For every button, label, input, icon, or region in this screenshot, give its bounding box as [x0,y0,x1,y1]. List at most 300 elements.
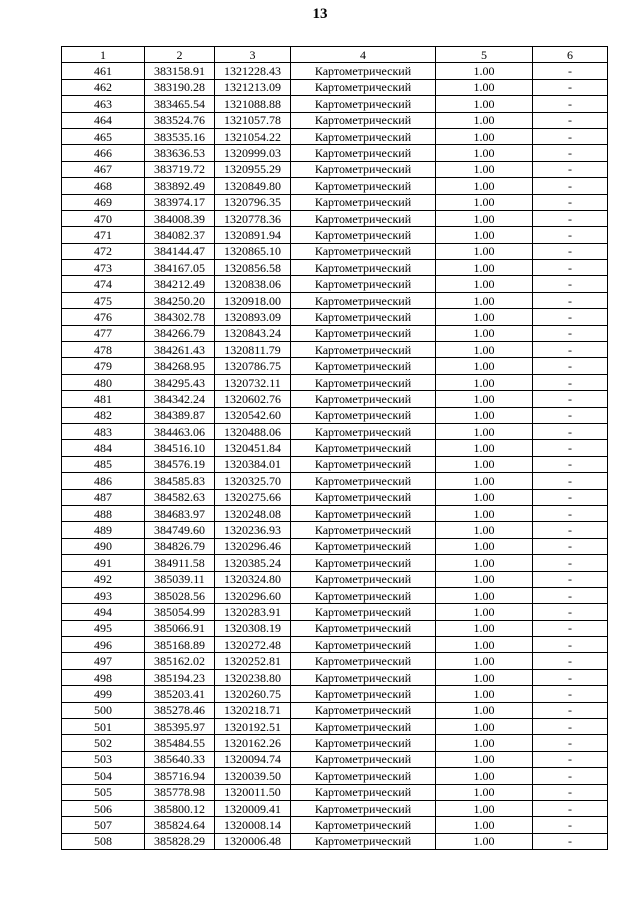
table-row [62,128,608,144]
method-cell: Картометрический [291,440,436,456]
y-coordinate-cell: 1320838.06 [215,276,291,292]
table-row [62,587,608,603]
header-col-5: 5 [436,47,533,63]
method-cell: Картометрический [291,194,436,210]
table-row [62,276,608,292]
method-cell: Картометрический [291,833,436,849]
point-number-cell: 484 [62,440,145,456]
method-cell: Картометрический [291,522,436,538]
x-coordinate-cell: 384911.58 [145,555,215,571]
accuracy-cell: 1.00 [436,571,533,587]
table-row [62,423,608,439]
header-col-1: 1 [62,47,145,63]
accuracy-cell: 1.00 [436,653,533,669]
x-coordinate-cell: 385194.23 [145,669,215,685]
method-cell: Картометрический [291,800,436,816]
accuracy-cell: 1.00 [436,522,533,538]
note-cell: - [533,833,608,849]
y-coordinate-cell: 1320260.75 [215,686,291,702]
note-cell: - [533,538,608,554]
method-cell: Картометрический [291,751,436,767]
table-row [62,604,608,620]
note-cell: - [533,423,608,439]
table-row [62,735,608,751]
y-coordinate-cell: 1320039.50 [215,768,291,784]
note-cell: - [533,751,608,767]
header-col-2: 2 [145,47,215,63]
note-cell: - [533,194,608,210]
method-cell: Картометрический [291,473,436,489]
method-cell: Картометрический [291,79,436,95]
point-number-cell: 463 [62,96,145,112]
y-coordinate-cell: 1320865.10 [215,243,291,259]
table-row [62,620,608,636]
header-col-3: 3 [215,47,291,63]
point-number-cell: 472 [62,243,145,259]
table-row [62,325,608,341]
y-coordinate-cell: 1320248.08 [215,505,291,521]
table-row [62,669,608,685]
y-coordinate-cell: 1320283.91 [215,604,291,620]
point-number-cell: 464 [62,112,145,128]
method-cell: Картометрический [291,260,436,276]
accuracy-cell: 1.00 [436,407,533,423]
y-coordinate-cell: 1320296.46 [215,538,291,554]
method-cell: Картометрический [291,571,436,587]
table-row [62,145,608,161]
note-cell: - [533,571,608,587]
method-cell: Картометрический [291,686,436,702]
note-cell: - [533,735,608,751]
point-number-cell: 488 [62,505,145,521]
method-cell: Картометрический [291,292,436,308]
point-number-cell: 487 [62,489,145,505]
point-number-cell: 476 [62,309,145,325]
point-number-cell: 489 [62,522,145,538]
point-number-cell: 470 [62,210,145,226]
x-coordinate-cell: 383974.17 [145,194,215,210]
accuracy-cell: 1.00 [436,800,533,816]
point-number-cell: 499 [62,686,145,702]
note-cell: - [533,407,608,423]
x-coordinate-cell: 385484.55 [145,735,215,751]
point-number-cell: 479 [62,358,145,374]
note-cell: - [533,227,608,243]
y-coordinate-cell: 1320218.71 [215,702,291,718]
accuracy-cell: 1.00 [436,374,533,390]
y-coordinate-cell: 1320451.84 [215,440,291,456]
accuracy-cell: 1.00 [436,833,533,849]
accuracy-cell: 1.00 [436,128,533,144]
table-row [62,489,608,505]
method-cell: Картометрический [291,817,436,833]
point-number-cell: 507 [62,817,145,833]
table-row [62,227,608,243]
method-cell: Картометрический [291,309,436,325]
accuracy-cell: 1.00 [436,423,533,439]
y-coordinate-cell: 1320296.60 [215,587,291,603]
point-number-cell: 496 [62,637,145,653]
y-coordinate-cell: 1320856.58 [215,260,291,276]
point-number-cell: 473 [62,260,145,276]
table-row [62,374,608,390]
accuracy-cell: 1.00 [436,505,533,521]
table-row [62,751,608,767]
note-cell: - [533,243,608,259]
point-number-cell: 500 [62,702,145,718]
y-coordinate-cell: 1320275.66 [215,489,291,505]
accuracy-cell: 1.00 [436,194,533,210]
method-cell: Картометрический [291,505,436,521]
accuracy-cell: 1.00 [436,260,533,276]
accuracy-cell: 1.00 [436,669,533,685]
method-cell: Картометрический [291,325,436,341]
accuracy-cell: 1.00 [436,456,533,472]
accuracy-cell: 1.00 [436,145,533,161]
method-cell: Картометрический [291,604,436,620]
point-number-cell: 467 [62,161,145,177]
note-cell: - [533,505,608,521]
method-cell: Картометрический [291,178,436,194]
accuracy-cell: 1.00 [436,702,533,718]
y-coordinate-cell: 1320918.00 [215,292,291,308]
x-coordinate-cell: 384082.37 [145,227,215,243]
note-cell: - [533,342,608,358]
method-cell: Картометрический [291,407,436,423]
table-row [62,440,608,456]
x-coordinate-cell: 384342.24 [145,391,215,407]
x-coordinate-cell: 385028.56 [145,587,215,603]
note-cell: - [533,768,608,784]
table-row [62,292,608,308]
x-coordinate-cell: 385039.11 [145,571,215,587]
point-number-cell: 475 [62,292,145,308]
note-cell: - [533,112,608,128]
note-cell: - [533,260,608,276]
method-cell: Картометрический [291,653,436,669]
method-cell: Картометрический [291,342,436,358]
y-coordinate-cell: 1321213.09 [215,79,291,95]
accuracy-cell: 1.00 [436,620,533,636]
y-coordinate-cell: 1320843.24 [215,325,291,341]
method-cell: Картометрический [291,423,436,439]
method-cell: Картометрический [291,96,436,112]
y-coordinate-cell: 1320272.48 [215,637,291,653]
x-coordinate-cell: 384826.79 [145,538,215,554]
header-col-6: 6 [533,47,608,63]
table-row [62,686,608,702]
method-cell: Картометрический [291,391,436,407]
x-coordinate-cell: 385066.91 [145,620,215,636]
x-coordinate-cell: 385278.46 [145,702,215,718]
accuracy-cell: 1.00 [436,178,533,194]
accuracy-cell: 1.00 [436,96,533,112]
accuracy-cell: 1.00 [436,735,533,751]
note-cell: - [533,178,608,194]
accuracy-cell: 1.00 [436,161,533,177]
x-coordinate-cell: 385800.12 [145,800,215,816]
method-cell: Картометрический [291,784,436,800]
x-coordinate-cell: 385395.97 [145,719,215,735]
point-number-cell: 465 [62,128,145,144]
table-row [62,538,608,554]
y-coordinate-cell: 1320385.24 [215,555,291,571]
accuracy-cell: 1.00 [436,538,533,554]
page-number: 13 [312,6,328,22]
table-row [62,260,608,276]
note-cell: - [533,325,608,341]
y-coordinate-cell: 1321057.78 [215,112,291,128]
x-coordinate-cell: 385824.64 [145,817,215,833]
point-number-cell: 503 [62,751,145,767]
y-coordinate-cell: 1321228.43 [215,63,291,79]
accuracy-cell: 1.00 [436,342,533,358]
accuracy-cell: 1.00 [436,604,533,620]
table-row [62,358,608,374]
table-row [62,784,608,800]
accuracy-cell: 1.00 [436,292,533,308]
point-number-cell: 466 [62,145,145,161]
point-number-cell: 490 [62,538,145,554]
point-number-cell: 494 [62,604,145,620]
table-row [62,522,608,538]
note-cell: - [533,63,608,79]
x-coordinate-cell: 384749.60 [145,522,215,538]
point-number-cell: 493 [62,587,145,603]
note-cell: - [533,391,608,407]
table-row [62,505,608,521]
point-number-cell: 485 [62,456,145,472]
x-coordinate-cell: 384585.83 [145,473,215,489]
note-cell: - [533,276,608,292]
method-cell: Картометрический [291,719,436,735]
y-coordinate-cell: 1320796.35 [215,194,291,210]
accuracy-cell: 1.00 [436,391,533,407]
note-cell: - [533,604,608,620]
point-number-cell: 505 [62,784,145,800]
table-row [62,342,608,358]
note-cell: - [533,489,608,505]
table-row [62,309,608,325]
accuracy-cell: 1.00 [436,63,533,79]
x-coordinate-cell: 384144.47 [145,243,215,259]
point-number-cell: 491 [62,555,145,571]
method-cell: Картометрический [291,63,436,79]
accuracy-cell: 1.00 [436,210,533,226]
table-row [62,112,608,128]
accuracy-cell: 1.00 [436,325,533,341]
accuracy-cell: 1.00 [436,686,533,702]
point-number-cell: 471 [62,227,145,243]
x-coordinate-cell: 385716.94 [145,768,215,784]
accuracy-cell: 1.00 [436,473,533,489]
point-number-cell: 469 [62,194,145,210]
note-cell: - [533,620,608,636]
table-row [62,833,608,849]
accuracy-cell: 1.00 [436,751,533,767]
method-cell: Картометрический [291,620,436,636]
y-coordinate-cell: 1320732.11 [215,374,291,390]
point-number-cell: 483 [62,423,145,439]
accuracy-cell: 1.00 [436,309,533,325]
point-number-cell: 501 [62,719,145,735]
table-row [62,653,608,669]
accuracy-cell: 1.00 [436,768,533,784]
table-row [62,96,608,112]
header-col-4: 4 [291,47,436,63]
table-row [62,194,608,210]
y-coordinate-cell: 1320999.03 [215,145,291,161]
table-row [62,178,608,194]
point-number-cell: 481 [62,391,145,407]
point-number-cell: 478 [62,342,145,358]
method-cell: Картометрический [291,702,436,718]
point-number-cell: 504 [62,768,145,784]
x-coordinate-cell: 384250.20 [145,292,215,308]
note-cell: - [533,719,608,735]
y-coordinate-cell: 1320778.36 [215,210,291,226]
method-cell: Картометрический [291,128,436,144]
table-row [62,719,608,735]
x-coordinate-cell: 383465.54 [145,96,215,112]
x-coordinate-cell: 384008.39 [145,210,215,226]
x-coordinate-cell: 383636.53 [145,145,215,161]
table-row [62,161,608,177]
table-row [62,63,608,79]
x-coordinate-cell: 383158.91 [145,63,215,79]
note-cell: - [533,800,608,816]
note-cell: - [533,292,608,308]
x-coordinate-cell: 384295.43 [145,374,215,390]
x-coordinate-cell: 384167.05 [145,260,215,276]
y-coordinate-cell: 1321088.88 [215,96,291,112]
x-coordinate-cell: 385162.02 [145,653,215,669]
x-coordinate-cell: 384516.10 [145,440,215,456]
accuracy-cell: 1.00 [436,587,533,603]
x-coordinate-cell: 384268.95 [145,358,215,374]
x-coordinate-cell: 384582.63 [145,489,215,505]
point-number-cell: 498 [62,669,145,685]
y-coordinate-cell: 1320238.80 [215,669,291,685]
point-number-cell: 462 [62,79,145,95]
point-number-cell: 486 [62,473,145,489]
method-cell: Картометрический [291,735,436,751]
x-coordinate-cell: 383719.72 [145,161,215,177]
note-cell: - [533,555,608,571]
table-row [62,817,608,833]
note-cell: - [533,686,608,702]
table-header-row [62,47,608,63]
accuracy-cell: 1.00 [436,489,533,505]
point-number-cell: 492 [62,571,145,587]
point-number-cell: 480 [62,374,145,390]
y-coordinate-cell: 1320009.41 [215,800,291,816]
note-cell: - [533,210,608,226]
y-coordinate-cell: 1320542.60 [215,407,291,423]
table-row [62,702,608,718]
method-cell: Картометрический [291,243,436,259]
x-coordinate-cell: 385203.41 [145,686,215,702]
note-cell: - [533,637,608,653]
accuracy-cell: 1.00 [436,719,533,735]
method-cell: Картометрический [291,669,436,685]
x-coordinate-cell: 384683.97 [145,505,215,521]
point-number-cell: 506 [62,800,145,816]
table-row [62,473,608,489]
table-row [62,243,608,259]
note-cell: - [533,161,608,177]
table-row [62,407,608,423]
note-cell: - [533,79,608,95]
method-cell: Картометрический [291,374,436,390]
x-coordinate-cell: 384266.79 [145,325,215,341]
accuracy-cell: 1.00 [436,555,533,571]
y-coordinate-cell: 1320602.76 [215,391,291,407]
table-row [62,768,608,784]
y-coordinate-cell: 1320162.26 [215,735,291,751]
method-cell: Картометрический [291,210,436,226]
y-coordinate-cell: 1320308.19 [215,620,291,636]
x-coordinate-cell: 384576.19 [145,456,215,472]
y-coordinate-cell: 1320891.94 [215,227,291,243]
note-cell: - [533,374,608,390]
note-cell: - [533,96,608,112]
note-cell: - [533,128,608,144]
x-coordinate-cell: 383535.16 [145,128,215,144]
accuracy-cell: 1.00 [436,784,533,800]
note-cell: - [533,587,608,603]
table-row [62,637,608,653]
method-cell: Картометрический [291,227,436,243]
table-row [62,800,608,816]
x-coordinate-cell: 384463.06 [145,423,215,439]
accuracy-cell: 1.00 [436,79,533,95]
accuracy-cell: 1.00 [436,440,533,456]
y-coordinate-cell: 1320324.80 [215,571,291,587]
y-coordinate-cell: 1320011.50 [215,784,291,800]
note-cell: - [533,817,608,833]
accuracy-cell: 1.00 [436,227,533,243]
method-cell: Картометрический [291,637,436,653]
point-number-cell: 477 [62,325,145,341]
y-coordinate-cell: 1320094.74 [215,751,291,767]
x-coordinate-cell: 385640.33 [145,751,215,767]
accuracy-cell: 1.00 [436,112,533,128]
y-coordinate-cell: 1320384.01 [215,456,291,472]
method-cell: Картометрический [291,456,436,472]
point-number-cell: 495 [62,620,145,636]
x-coordinate-cell: 384302.78 [145,309,215,325]
note-cell: - [533,702,608,718]
y-coordinate-cell: 1321054.22 [215,128,291,144]
y-coordinate-cell: 1320811.79 [215,342,291,358]
x-coordinate-cell: 383524.76 [145,112,215,128]
point-number-cell: 468 [62,178,145,194]
accuracy-cell: 1.00 [436,358,533,374]
x-coordinate-cell: 384212.49 [145,276,215,292]
x-coordinate-cell: 385778.98 [145,784,215,800]
note-cell: - [533,784,608,800]
y-coordinate-cell: 1320008.14 [215,817,291,833]
x-coordinate-cell: 384389.87 [145,407,215,423]
note-cell: - [533,440,608,456]
method-cell: Картометрический [291,145,436,161]
y-coordinate-cell: 1320849.80 [215,178,291,194]
method-cell: Картометрический [291,768,436,784]
x-coordinate-cell: 385828.29 [145,833,215,849]
y-coordinate-cell: 1320955.29 [215,161,291,177]
table-row [62,456,608,472]
